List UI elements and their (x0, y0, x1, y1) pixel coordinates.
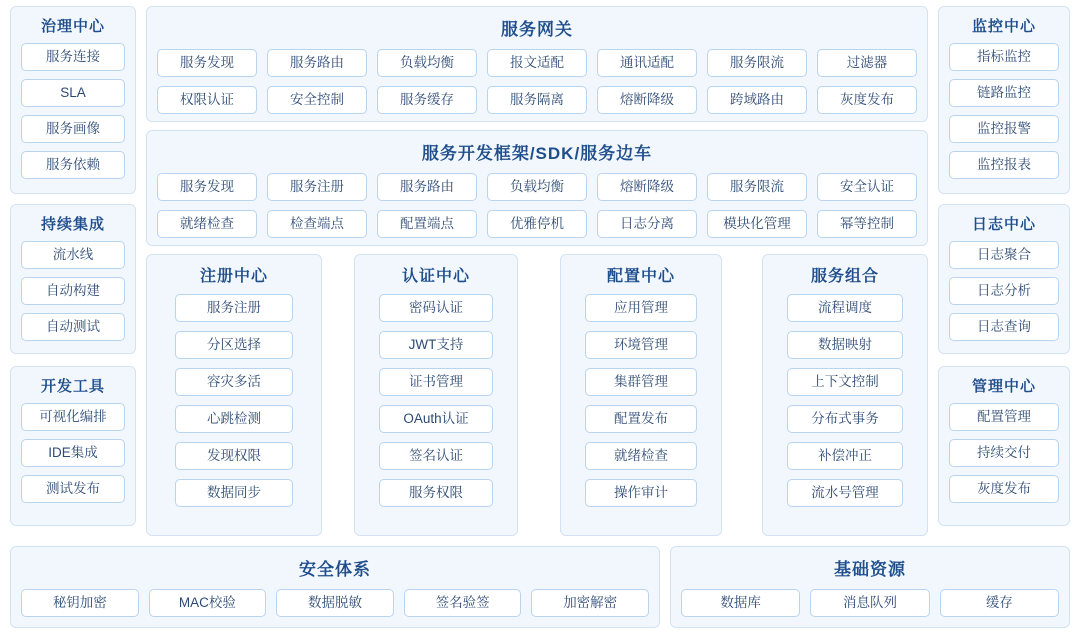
chip-auth-2[interactable]: 证书管理 (379, 368, 493, 396)
chip-log-1[interactable]: 日志分析 (949, 277, 1059, 305)
chip-sdk-9[interactable]: 配置端点 (377, 210, 477, 238)
chip-ci-2[interactable]: 自动测试 (21, 313, 125, 341)
panel-items-compose (773, 294, 917, 507)
chip-gateway-11[interactable]: 熔断降级 (597, 86, 697, 114)
chip-sdk-12[interactable]: 模块化管理 (707, 210, 807, 238)
panel-config (560, 254, 722, 536)
chip-security-2[interactable]: 数据脱敏 (276, 589, 394, 617)
chip-sdk-5[interactable]: 服务限流 (707, 173, 807, 201)
chip-devtools-2[interactable]: 测试发布 (21, 475, 125, 503)
chip-sdk-13[interactable]: 幂等控制 (817, 210, 917, 238)
chip-security-1[interactable]: MAC校验 (149, 589, 267, 617)
chip-sdk-8[interactable]: 检查端点 (267, 210, 367, 238)
panel-items-manage (949, 403, 1059, 503)
chip-gateway-3[interactable]: 报文适配 (487, 49, 587, 77)
chip-governance-3[interactable]: 服务依赖 (21, 151, 125, 179)
panel-manage (938, 366, 1070, 526)
chip-infra-2[interactable]: 缓存 (940, 589, 1059, 617)
chip-compose-2[interactable]: 上下文控制 (787, 368, 903, 396)
panel-ci (10, 204, 136, 354)
chip-infra-1[interactable]: 消息队列 (810, 589, 929, 617)
panel-items-sdk (157, 173, 917, 238)
panel-items-infra (681, 589, 1059, 617)
panel-title-manage: 管理中心 (971, 378, 1036, 395)
panel-registry (146, 254, 322, 536)
chip-config-1[interactable]: 环境管理 (585, 331, 697, 359)
chip-log-0[interactable]: 日志聚合 (949, 241, 1059, 269)
panel-title-registry: 注册中心 (199, 268, 268, 285)
chip-monitor-3[interactable]: 监控报表 (949, 151, 1059, 179)
panel-devtools (10, 366, 136, 526)
panel-items-security (21, 589, 649, 617)
panel-governance (10, 6, 136, 194)
panel-title-log: 日志中心 (971, 216, 1036, 233)
chip-registry-0[interactable]: 服务注册 (175, 294, 293, 322)
panel-log (938, 204, 1070, 354)
panel-monitor (938, 6, 1070, 194)
chip-governance-2[interactable]: 服务画像 (21, 115, 125, 143)
chip-manage-1[interactable]: 持续交付 (949, 439, 1059, 467)
chip-registry-4[interactable]: 发现权限 (175, 442, 293, 470)
chip-auth-5[interactable]: 服务权限 (379, 479, 493, 507)
panel-title-monitor: 监控中心 (971, 18, 1036, 35)
chip-config-3[interactable]: 配置发布 (585, 405, 697, 433)
chip-sdk-4[interactable]: 熔断降级 (597, 173, 697, 201)
panel-title-compose: 服务组合 (810, 268, 879, 285)
chip-gateway-2[interactable]: 负载均衡 (377, 49, 477, 77)
panel-infra (670, 546, 1070, 628)
panel-title-security: 安全体系 (299, 560, 371, 579)
chip-compose-3[interactable]: 分布式事务 (787, 405, 903, 433)
chip-infra-0[interactable]: 数据库 (681, 589, 800, 617)
chip-registry-3[interactable]: 心跳检测 (175, 405, 293, 433)
chip-sdk-3[interactable]: 负载均衡 (487, 173, 587, 201)
chip-gateway-10[interactable]: 服务隔离 (487, 86, 587, 114)
chip-sdk-0[interactable]: 服务发现 (157, 173, 257, 201)
chip-log-2[interactable]: 日志查询 (949, 313, 1059, 341)
chip-sdk-11[interactable]: 日志分离 (597, 210, 697, 238)
chip-gateway-1[interactable]: 服务路由 (267, 49, 367, 77)
chip-auth-4[interactable]: 签名认证 (379, 442, 493, 470)
panel-title-gateway: 服务网关 (501, 20, 573, 39)
panel-title-devtools: 开发工具 (40, 378, 105, 395)
chip-gateway-7[interactable]: 权限认证 (157, 86, 257, 114)
panel-title-config: 配置中心 (606, 268, 675, 285)
panel-items-governance (21, 43, 125, 179)
chip-ci-0[interactable]: 流水线 (21, 241, 125, 269)
chip-compose-4[interactable]: 补偿冲正 (787, 442, 903, 470)
chip-security-0[interactable]: 秘钥加密 (21, 589, 139, 617)
panel-title-sdk: 服务开发框架/SDK/服务边车 (421, 144, 653, 163)
chip-compose-1[interactable]: 数据映射 (787, 331, 903, 359)
chip-sdk-10[interactable]: 优雅停机 (487, 210, 587, 238)
chip-gateway-4[interactable]: 通讯适配 (597, 49, 697, 77)
chip-sdk-2[interactable]: 服务路由 (377, 173, 477, 201)
chip-gateway-5[interactable]: 服务限流 (707, 49, 807, 77)
chip-compose-0[interactable]: 流程调度 (787, 294, 903, 322)
panel-title-governance: 治理中心 (40, 18, 105, 35)
panel-security (10, 546, 660, 628)
chip-gateway-9[interactable]: 服务缓存 (377, 86, 477, 114)
chip-compose-5[interactable]: 流水号管理 (787, 479, 903, 507)
chip-auth-3[interactable]: OAuth认证 (379, 405, 493, 433)
chip-devtools-1[interactable]: IDE集成 (21, 439, 125, 467)
chip-security-4[interactable]: 加密解密 (531, 589, 649, 617)
chip-sdk-6[interactable]: 安全认证 (817, 173, 917, 201)
chip-config-0[interactable]: 应用管理 (585, 294, 697, 322)
panel-items-config (571, 294, 711, 507)
chip-monitor-1[interactable]: 链路监控 (949, 79, 1059, 107)
chip-registry-5[interactable]: 数据同步 (175, 479, 293, 507)
panel-title-ci: 持续集成 (40, 216, 105, 233)
chip-config-4[interactable]: 就绪检查 (585, 442, 697, 470)
chip-gateway-8[interactable]: 安全控制 (267, 86, 367, 114)
panel-compose (762, 254, 928, 536)
panel-gateway (146, 6, 928, 122)
chip-gateway-6[interactable]: 过滤器 (817, 49, 917, 77)
panel-title-infra: 基础资源 (834, 560, 906, 579)
chip-monitor-2[interactable]: 监控报警 (949, 115, 1059, 143)
chip-auth-1[interactable]: JWT支持 (379, 331, 493, 359)
panel-items-ci (21, 241, 125, 341)
chip-config-2[interactable]: 集群管理 (585, 368, 697, 396)
chip-auth-0[interactable]: 密码认证 (379, 294, 493, 322)
chip-ci-1[interactable]: 自动构建 (21, 277, 125, 305)
panel-sdk (146, 130, 928, 246)
panel-items-auth (365, 294, 507, 507)
panel-items-gateway (157, 49, 917, 114)
chip-registry-2[interactable]: 容灾多活 (175, 368, 293, 396)
chip-gateway-12[interactable]: 跨域路由 (707, 86, 807, 114)
chip-registry-1[interactable]: 分区选择 (175, 331, 293, 359)
chip-config-5[interactable]: 操作审计 (585, 479, 697, 507)
chip-gateway-13[interactable]: 灰度发布 (817, 86, 917, 114)
chip-manage-2[interactable]: 灰度发布 (949, 475, 1059, 503)
chip-governance-0[interactable]: 服务连接 (21, 43, 125, 71)
panel-items-log (949, 241, 1059, 341)
chip-security-3[interactable]: 签名验签 (404, 589, 522, 617)
chip-sdk-7[interactable]: 就绪检查 (157, 210, 257, 238)
chip-monitor-0[interactable]: 指标监控 (949, 43, 1059, 71)
panel-title-auth: 认证中心 (401, 268, 470, 285)
chip-gateway-0[interactable]: 服务发现 (157, 49, 257, 77)
panel-items-devtools (21, 403, 125, 503)
chip-governance-1[interactable]: SLA (21, 79, 125, 107)
panel-items-registry (157, 294, 311, 507)
chip-sdk-1[interactable]: 服务注册 (267, 173, 367, 201)
chip-manage-0[interactable]: 配置管理 (949, 403, 1059, 431)
panel-items-monitor (949, 43, 1059, 179)
chip-devtools-0[interactable]: 可视化编排 (21, 403, 125, 431)
panel-auth (354, 254, 518, 536)
